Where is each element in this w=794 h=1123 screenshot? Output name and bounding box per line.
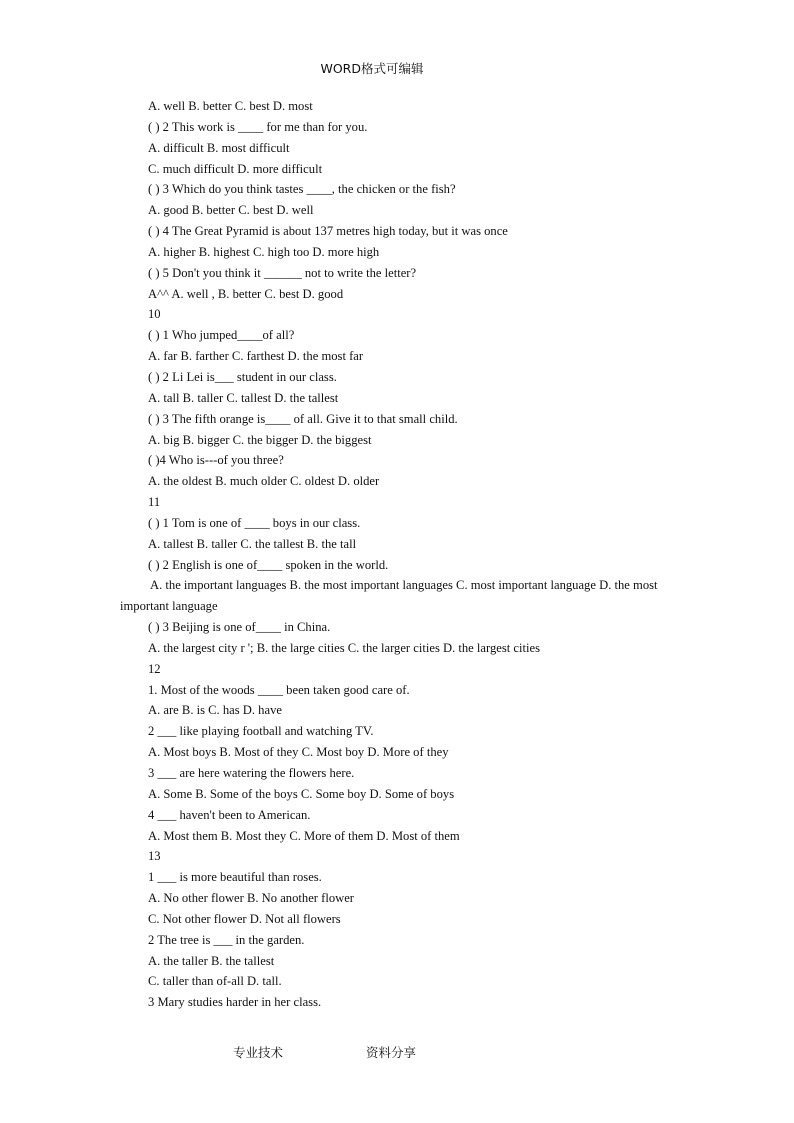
text-line: A. are B. is C. has D. have bbox=[148, 703, 282, 718]
text-line: A. Most boys B. Most of they C. Most boy D. More of they bbox=[148, 745, 449, 760]
section-number: 11 bbox=[148, 495, 161, 510]
text-line: A. Some B. Some of the boys C. Some boy D. Some of boys bbox=[148, 786, 455, 801]
text-line: C. much difficult D. more difficult bbox=[148, 161, 323, 176]
text-line: A. Most them B. Most they C. More of them D. Most of them bbox=[148, 828, 460, 843]
text-line: ( ) 2 This work is ____ for me than for you. bbox=[148, 119, 368, 134]
section-number: 12 bbox=[148, 661, 161, 676]
text-line: A. good B. better C. best D. well bbox=[148, 203, 314, 218]
text-line: A. the oldest B. much older C. oldest D. older bbox=[148, 474, 380, 489]
text-line: A. No other flower B. No another flower bbox=[148, 891, 354, 906]
text-line: ( ) 5 Don't you think it ______ not to write the letter? bbox=[148, 265, 417, 280]
text-line: A. tall B. taller C. tallest D. the tallest bbox=[148, 390, 339, 405]
text-line: C. taller than of-all D. tall. bbox=[148, 974, 282, 989]
page-header bbox=[0, 59, 794, 77]
text-line: 4 ___ haven't been to American. bbox=[148, 807, 311, 822]
text-line: A. far B. farther C. farthest D. the most far bbox=[148, 349, 364, 364]
text-line: A. well B. better C. best D. most bbox=[148, 99, 313, 113]
document-body bbox=[120, 96, 688, 1013]
text-line: ( ) 1 Tom is one of ____ boys in our class. bbox=[148, 515, 361, 530]
text-line: A. the largest city r '; B. the large cities C. the larger cities D. the largest cities bbox=[148, 640, 540, 655]
text-line: A^^ A. well , B. better C. best D. good bbox=[148, 286, 344, 301]
text-line: 1 ___ is more beautiful than roses. bbox=[148, 870, 322, 885]
text-line: ( ) 3 The fifth orange is____ of all. Give it to that small child. bbox=[148, 411, 458, 426]
section-number: 13 bbox=[148, 849, 161, 864]
text-line: 3 Mary studies harder in her class. bbox=[148, 995, 322, 1010]
text-line: A. the taller B. the tallest bbox=[148, 953, 275, 968]
text-line: 2 ___ like playing football and watching TV. bbox=[148, 724, 374, 739]
text-line: ( ) 2 Li Lei is___ student in our class. bbox=[148, 369, 337, 384]
section-number: 10 bbox=[148, 307, 161, 322]
text-line: A. difficult B. most difficult bbox=[148, 140, 290, 155]
text-line: A. higher B. highest C. high too D. more high bbox=[148, 244, 380, 259]
wrapped-options-line: A. the important languages B. the most important languages C. most important language D. the most important language bbox=[120, 578, 658, 614]
text-line: ( )4 Who is---of you three? bbox=[148, 453, 284, 468]
text-line: C. Not other flower D. Not all flowers bbox=[148, 911, 341, 926]
footer-right: 资料分享 bbox=[366, 1045, 417, 1060]
footer-left: 专业技术 bbox=[233, 1045, 284, 1060]
text-line: ( ) 2 English is one of____ spoken in the world. bbox=[148, 557, 389, 572]
text-line: 1. Most of the woods ____ been taken good care of. bbox=[148, 682, 410, 697]
text-line: ( ) 4 The Great Pyramid is about 137 metres high today, but it was once bbox=[148, 224, 508, 239]
text-line: A. tallest B. taller C. the tallest B. the tall bbox=[148, 536, 357, 551]
text-line: ( ) 3 Beijing is one of____ in China. bbox=[148, 620, 331, 635]
text-line: 2 The tree is ___ in the garden. bbox=[148, 932, 305, 947]
text-line: ( ) 1 Who jumped____of all? bbox=[148, 328, 295, 343]
text-line: 3 ___ are here watering the flowers here. bbox=[148, 766, 355, 780]
text-line: ( ) 3 Which do you think tastes ____, the chicken or the fish? bbox=[148, 182, 456, 197]
header-title: WORD格式可编辑 bbox=[320, 61, 424, 76]
text-line: A. big B. bigger C. the bigger D. the biggest bbox=[148, 432, 372, 447]
